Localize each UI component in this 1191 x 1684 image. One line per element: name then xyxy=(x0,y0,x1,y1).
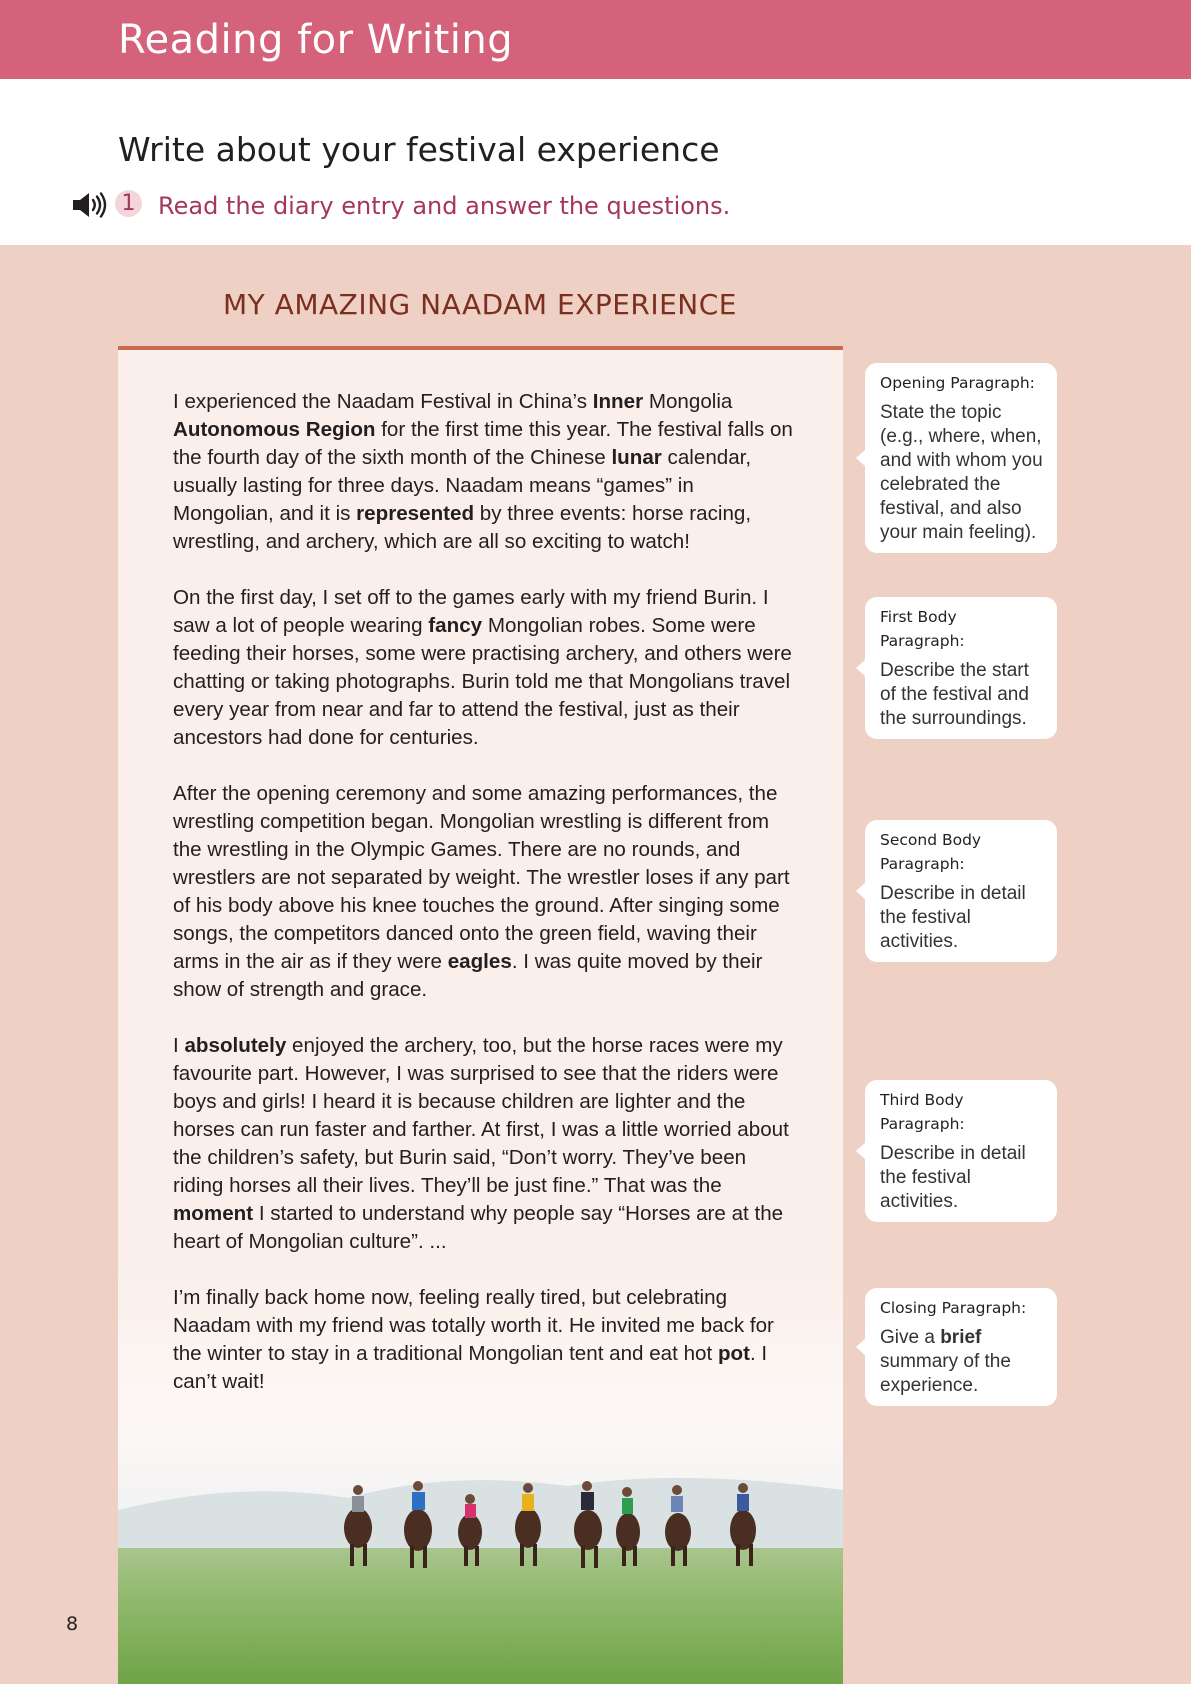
text-run: State the topic (e.g., where, when, and with whom you celebrated the festival, and also your main feeling). xyxy=(880,402,1043,543)
text-run: enjoyed the archery, too, but the horse races were my favourite part. However, I was surprised to see that the riders were boys and girls! I heard it is because children are lighter and the horses can run faster and farther. At first, I was a little worried about the children’s safety, but Burin said, “Don’t worry. They’ve been riding horses all their lives. They’ll be just fine.” That was the xyxy=(173,1034,789,1197)
diary-text xyxy=(173,388,798,1424)
paragraph-guide-callout xyxy=(865,1288,1057,1406)
callout-title: Closing Paragraph: xyxy=(880,1299,1027,1317)
vocab-word: lunar xyxy=(611,446,662,469)
text-run: Describe the start of the festival and the surroundings. xyxy=(880,660,1029,729)
text-run: by three events: horse racing, wrestling, and archery, which are all so exciting to watch! xyxy=(173,502,752,553)
text-run: I xyxy=(173,1034,185,1057)
text-run: I experienced the Naadam Festival in China’s xyxy=(173,390,593,413)
vocab-word: eagles xyxy=(447,950,512,973)
paragraph-guide-callout xyxy=(865,1080,1057,1222)
text-run: After the opening ceremony and some amazing performances, the wrestling competition began. Mongolian wrestling is different from the wrestling in the Olympic Games. There are no rounds, and wrestlers are not separated by weight. The wrestler loses if any part of his body above his knee touches the ground. After singing some songs, the competitors danced onto the green field, waving their arms in the air as if they were xyxy=(173,782,790,973)
text-run: I’m finally back home now, feeling really tired, but celebrating Naadam with my friend was totally worth it. He invited me back for the winter to stay in a traditional Mongolian tent and eat hot xyxy=(173,1286,774,1365)
task-number-badge: 1 xyxy=(115,190,142,217)
vocab-word: moment xyxy=(173,1202,254,1225)
vocab-word: brief xyxy=(940,1327,982,1348)
diary-paragraph xyxy=(173,780,798,1004)
text-run: Mongolia xyxy=(643,390,733,413)
callout-title: Opening Paragraph: xyxy=(880,374,1035,392)
section-title: Reading for Writing xyxy=(118,17,514,63)
diary-paragraph xyxy=(173,1032,798,1256)
vocab-word: pot xyxy=(717,1342,750,1365)
callout-text xyxy=(880,401,1045,545)
callout-title: First Body Paragraph: xyxy=(880,608,965,650)
callout-text xyxy=(880,1142,1045,1214)
callout-text xyxy=(880,659,1045,731)
paragraph-guide-callout xyxy=(865,820,1057,962)
vocab-word: Autonomous Region xyxy=(173,418,376,441)
paragraph-guide-callout xyxy=(865,597,1057,739)
text-run: calendar, usually lasting for three days. Naadam means “games” in Mongolian, and it is xyxy=(173,446,752,525)
text-run: On the first day, I set off to the games early with my friend Burin. I saw a lot of people wearing xyxy=(173,586,769,637)
vocab-word: Inner xyxy=(592,390,644,413)
text-run: . I can’t wait! xyxy=(173,1342,768,1393)
callout-text xyxy=(880,882,1045,954)
diary-paragraph xyxy=(173,584,798,752)
horse-race-photo xyxy=(118,1420,843,1684)
diary-paragraph xyxy=(173,388,798,556)
vocab-word: fancy xyxy=(428,614,483,637)
page-subtitle: Write about your festival experience xyxy=(118,130,720,169)
callout-title: Third Body Paragraph: xyxy=(880,1091,965,1133)
text-run: Describe in detail the festival activities. xyxy=(880,1143,1026,1212)
diary-paragraph xyxy=(173,1284,798,1396)
page-number: 8 xyxy=(66,1613,79,1635)
vocab-word: absolutely xyxy=(184,1034,287,1057)
text-run: Mongolian robes. Some were feeding their horses, some were practising archery, and others were chatting or taking photographs. Burin told me that Mongolians travel every year from near and far to attend the festival, just as their ancestors had done for centuries. xyxy=(173,614,792,749)
text-run: I started to understand why people say “Horses are at the heart of Mongolian culture”. ... xyxy=(173,1202,784,1253)
text-run: Describe in detail the festival activities. xyxy=(880,883,1026,952)
callout-text xyxy=(880,1326,1045,1398)
diary-title: MY AMAZING NAADAM EXPERIENCE xyxy=(223,288,737,321)
text-run: summary of the experience. xyxy=(880,1351,1011,1396)
text-run: . I was quite moved by their show of strength and grace. xyxy=(173,950,763,1001)
text-run: for the first time this year. The festival falls on the fourth day of the sixth month of the Chinese xyxy=(173,418,793,469)
text-run: Give a xyxy=(880,1327,941,1348)
task-instruction: Read the diary entry and answer the questions. xyxy=(158,192,731,220)
speaker-icon[interactable] xyxy=(72,192,108,218)
vocab-word: represented xyxy=(356,502,475,525)
callout-title: Second Body Paragraph: xyxy=(880,831,982,873)
paragraph-guide-callout xyxy=(865,363,1057,553)
